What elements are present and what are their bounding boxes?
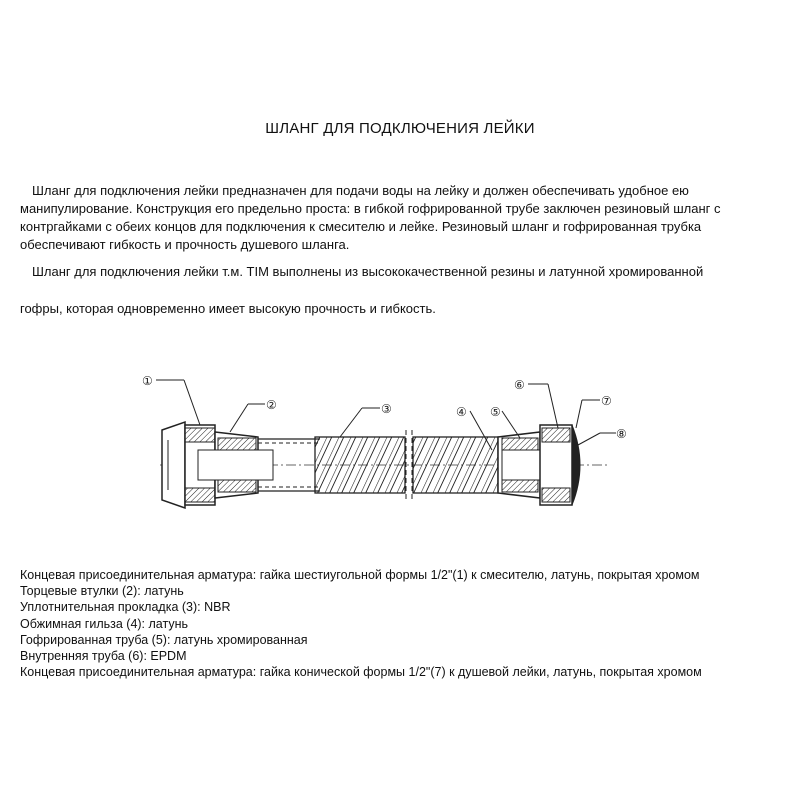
callout-2: ② [266, 398, 277, 412]
list-item: Торцевые втулки (2): латунь [20, 584, 184, 599]
material-paragraph-line-2: гофры, которая одновременно имеет высокую прочность и гибкость. [20, 301, 436, 316]
list-item: Уплотнительная прокладка (3): NBR [20, 600, 231, 615]
callout-3: ③ [381, 402, 392, 416]
parts-list [20, 567, 790, 680]
callout-6: ⑥ [514, 378, 525, 392]
page-title: ШЛАНГ ДЛЯ ПОДКЛЮЧЕНИЯ ЛЕЙКИ [265, 120, 535, 137]
list-item: Обжимная гильза (4): латунь [20, 616, 189, 631]
right-nut [540, 425, 580, 505]
material-text-1: Шланг для подключения лейки т.м. TIM выполнены из высококачественной резины и латунной хромированной [32, 264, 704, 279]
intro-paragraph [20, 182, 780, 254]
callout-8: ⑧ [616, 427, 627, 441]
hose-cross-section-diagram [130, 370, 630, 520]
list-item: Внутренняя труба (6): EPDM [20, 649, 187, 664]
corrugated-hose-right [413, 437, 498, 493]
material-paragraph-line-1 [20, 263, 780, 281]
list-item: Гофрированная труба (5): латунь хромированная [20, 632, 308, 647]
intro-text: Шланг для подключения лейки предназначен для подачи воды на лейку и должен обеспечивать удобное ею манипулирование. Конструкция его предельно проста: в гибкой гофрированной трубе заключен резиновый шланг с контргайками с обеих концов для подключения к смесителю и лейке. Резиновый шланг и гофрированная трубка обеспечивают гибкость и прочность душевого шланга. [20, 183, 721, 252]
callout-1: ① [142, 374, 153, 388]
list-item: Концевая присоединительная арматура: гайка шестиугольной формы 1/2"(1) к смесителю, латунь, покрытая хромом [20, 568, 700, 582]
callout-5: ⑤ [490, 405, 501, 419]
corrugated-hose-left [315, 437, 405, 493]
callout-4: ④ [456, 405, 467, 419]
list-item: Концевая присоединительная арматура: гайка конической формы 1/2"(7) к душевой лейки, латунь, покрытая хромом [20, 665, 702, 680]
callout-7: ⑦ [601, 394, 612, 408]
